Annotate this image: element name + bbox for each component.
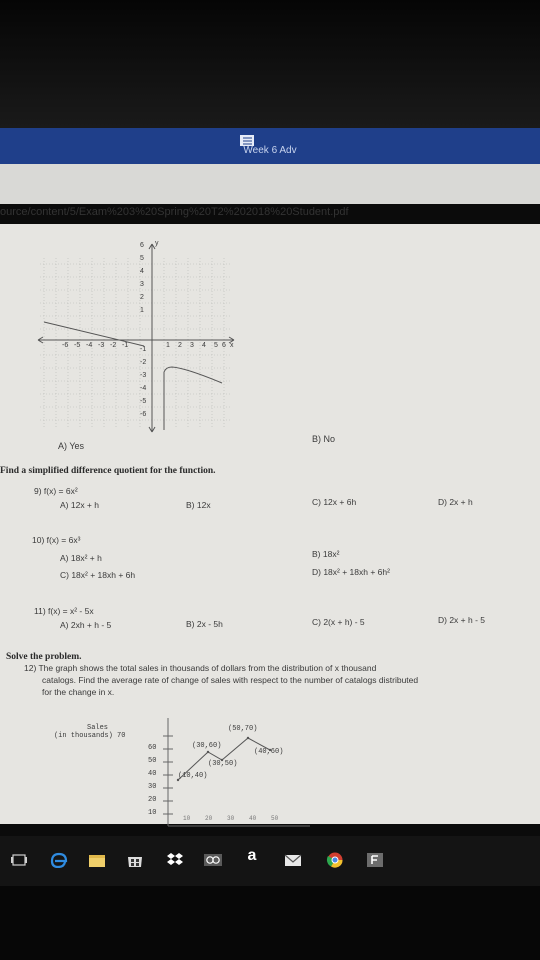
y-tick: -5: [140, 398, 147, 405]
amazon-icon[interactable]: a: [247, 847, 257, 864]
q9-prompt: 9) f(x) = 6x²: [34, 486, 78, 496]
y-tick: -6: [140, 411, 147, 418]
q11-prompt: 11) f(x) = x² - 5x: [34, 606, 94, 616]
y-axis-label: y: [155, 240, 159, 247]
store-icon[interactable]: [126, 852, 144, 868]
monitor-bezel-bottom: [0, 886, 540, 960]
q11-option-c: C) 2(x + h) - 5: [312, 617, 365, 627]
x-tick: -4: [86, 342, 93, 349]
sales-x-tick: 10: [183, 815, 191, 822]
q9-option-b: B) 12x: [186, 500, 211, 510]
edge-icon[interactable]: [50, 852, 68, 868]
q9-option-d: D) 2x + h: [438, 497, 473, 507]
y-tick: 2: [140, 294, 144, 301]
sales-y-tick: 40: [148, 770, 157, 778]
q11-option-a: A) 2xh + h - 5: [60, 620, 112, 630]
point-label: (50,70): [228, 725, 258, 733]
sales-y-label: (in thousands) 70: [54, 732, 126, 740]
sales-y-label: Sales: [87, 724, 109, 732]
x-tick: -2: [110, 342, 117, 349]
sales-y-tick: 20: [148, 796, 157, 804]
sales-y-tick: 10: [148, 809, 157, 817]
sales-y-tick: 30: [148, 783, 157, 791]
taskbar: [0, 836, 540, 886]
data-point: [247, 737, 249, 739]
x-tick: -6: [62, 342, 69, 349]
x-tick: -1: [122, 342, 129, 349]
sales-x-tick: 50: [271, 815, 279, 822]
point-label: (30,50): [208, 760, 238, 768]
q10-option-c: C) 18x² + 18xh + 6h: [60, 570, 136, 580]
x-tick: 3: [190, 342, 194, 349]
y-tick: 1: [140, 307, 144, 314]
q8-option-b: B) No: [312, 434, 336, 444]
y-tick: -4: [140, 385, 147, 392]
address-bar-url[interactable]: ource/content/5/Exam%203%20Spring%20T2%202018%20Student.pdf: [0, 206, 349, 218]
dropbox-icon[interactable]: [166, 852, 184, 868]
section-heading: Solve the problem.: [6, 652, 82, 662]
mail-icon[interactable]: [284, 852, 302, 868]
q9-option-a: A) 12x + h: [60, 500, 99, 510]
y-tick: 3: [140, 281, 144, 288]
q9-option-c: C) 12x + 6h: [312, 497, 357, 507]
x-tick: 1: [166, 342, 170, 349]
q12-text-line: for the change in x.: [42, 687, 115, 697]
x-axis-label: x: [230, 342, 234, 349]
point-label: (10,40): [178, 772, 208, 780]
y-tick: -2: [140, 359, 147, 366]
y-tick: -1: [140, 346, 147, 353]
sales-x-tick: 30: [227, 815, 235, 822]
q10-prompt: 10) f(x) = 6x³: [32, 535, 81, 545]
y-tick: -3: [140, 372, 147, 379]
point-label: (30,60): [192, 742, 222, 750]
window-title: Week 6 Adv: [243, 145, 297, 156]
x-tick: 6: [222, 342, 226, 349]
chrome-icon[interactable]: [326, 852, 344, 868]
q12-text-line: catalogs. Find the average rate of change of sales with respect to the number of catalogs distributed: [42, 675, 419, 685]
sales-x-tick: 20: [205, 815, 213, 822]
q11-option-d: D) 2x + h - 5: [438, 615, 486, 625]
section-heading: Find a simplified difference quotient for the function.: [0, 466, 216, 476]
y-tick: 4: [140, 268, 144, 275]
data-point: [207, 751, 209, 753]
point-label: (40,60): [254, 748, 284, 756]
file-explorer-icon[interactable]: [88, 852, 106, 868]
x-tick: -5: [74, 342, 81, 349]
task-view-icon[interactable]: [10, 852, 28, 868]
office-icon[interactable]: [366, 852, 384, 868]
sales-x-tick: 40: [249, 815, 257, 822]
q10-option-d: D) 18x² + 18xh + 6h²: [312, 567, 390, 577]
y-tick: 5: [140, 255, 144, 262]
x-tick: 4: [202, 342, 206, 349]
sales-y-tick: 60: [148, 744, 157, 752]
x-tick: -3: [98, 342, 105, 349]
q8-option-a: A) Yes: [58, 441, 85, 451]
y-tick: 6: [140, 242, 144, 249]
tripadvisor-icon[interactable]: [204, 852, 222, 868]
q11-option-b: B) 2x - 5h: [186, 619, 223, 629]
x-tick: 5: [214, 342, 218, 349]
q10-option-a: A) 18x² + h: [60, 553, 102, 563]
q12-text-line: 12) The graph shows the total sales in thousands of dollars from the distribution of x thousand: [24, 663, 377, 673]
q10-option-b: B) 18x²: [312, 549, 340, 559]
sales-y-tick: 50: [148, 757, 157, 765]
x-tick: 2: [178, 342, 182, 349]
